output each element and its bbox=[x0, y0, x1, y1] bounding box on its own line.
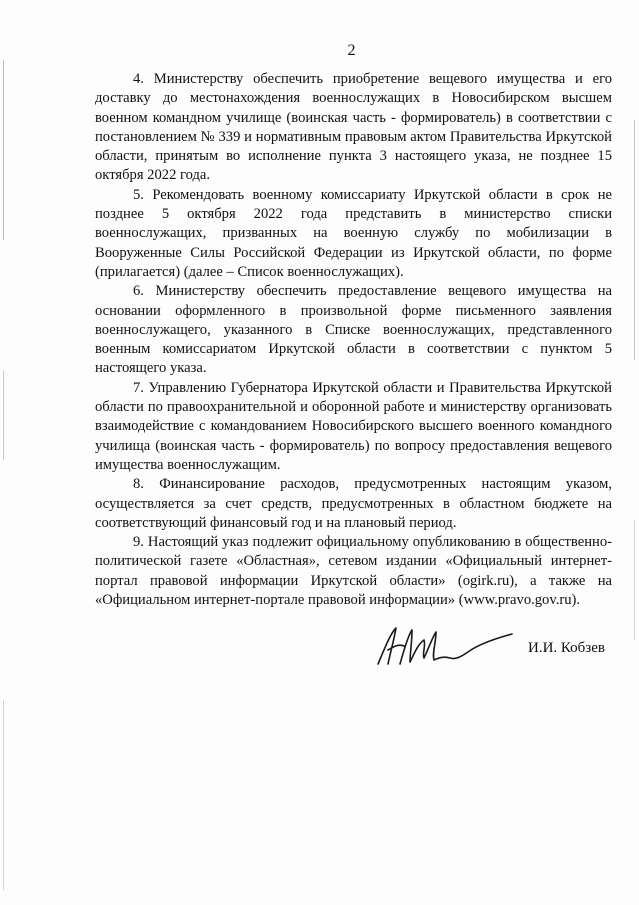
scan-edge-mark bbox=[3, 60, 4, 240]
paragraph-8: 8. Финансирование расходов, предусмотренных настоящим указом, осуществляется за счет средств, предусмотренных в областном бюджете на соответствующий финансовый год и на плановый период. bbox=[95, 476, 612, 531]
scan-edge-mark bbox=[3, 370, 4, 460]
page-number: 2 bbox=[347, 42, 356, 59]
paragraph-7: 7. Управлению Губернатора Иркутской области и Правительства Иркутской области по правоохранительной и оборонной работе и министерству организовать взаимодействие с командованием Новосибирского высшего военного командного училища (воинская часть - формирователь) по вопросу предоставления вещевого имущества военнослужащим. bbox=[95, 379, 612, 473]
paragraph-9: 9. Настоящий указ подлежит официальному опубликованию в общественно-политической газете «Областная», сетевом издании «Официальный интернет-портал правовой информации Иркутской области» (ogirk.ru), а также на «Официальном интернет-портале правовой информации» (www.pravo.gov.ru). bbox=[95, 534, 612, 609]
signature-block bbox=[372, 620, 622, 680]
scan-edge-mark bbox=[634, 520, 635, 640]
scan-edge-mark bbox=[3, 700, 4, 890]
signer-name: И.И. Кобзев bbox=[528, 640, 605, 656]
document-body bbox=[95, 70, 612, 610]
paragraph-6: 6. Министерству обеспечить предоставление вещевого имущества на основании оформленного в произвольной форме письменного заявления военнослужащего, указанного в Списке военнослужащих, представленного военным комиссариатом Иркутской области в соответствии с пунктом 5 настоящего указа. bbox=[95, 283, 612, 377]
paragraph-4: 4. Министерству обеспечить приобретение вещевого имущества и его доставку до местонахождения военнослужащих в Новосибирском высшем военном командном училище (воинская часть - формирователь) в соответствии с постановлением № 339 и нормативным правовым актом Правительства Иркутской области, принятым во исполнение пункта 3 настоящего указа, не позднее 15 октября 2022 года. bbox=[95, 71, 612, 184]
handwritten-signature bbox=[372, 620, 517, 670]
scan-edge-mark bbox=[634, 120, 635, 360]
paragraph-5: 5. Рекомендовать военному комиссариату Иркутской области в срок не позднее 5 октября 2022 года представить в министерство списки военнослужащих, призванных на военную службу по мобилизации в Вооруженные Силы Российской Федерации из Иркутской области, по форме (прилагается) (далее – Список военнослужащих). bbox=[95, 186, 612, 280]
